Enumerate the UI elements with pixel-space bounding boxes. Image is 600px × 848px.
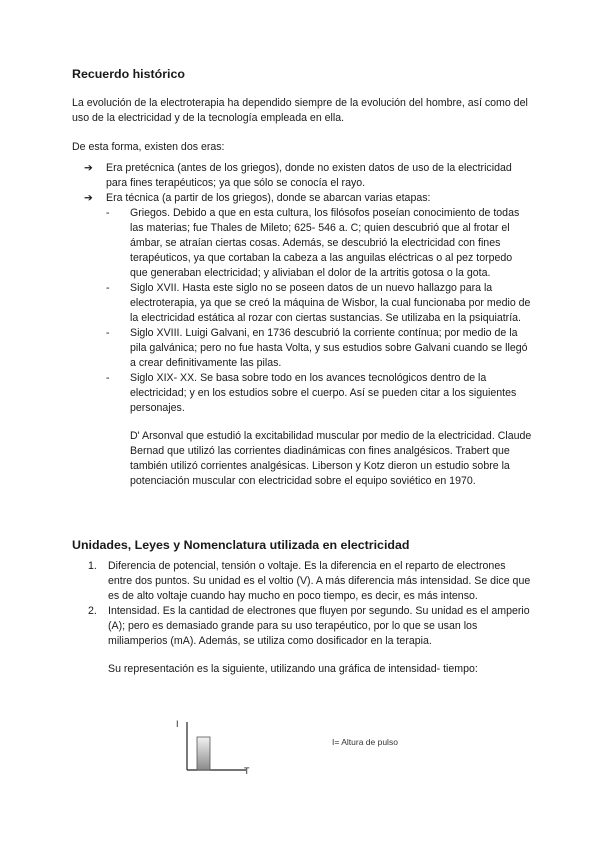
eras-intro: De esta forma, existen dos eras: (72, 141, 225, 153)
pulse-figure (168, 708, 438, 788)
dash-marker: - (106, 327, 110, 339)
stages-list (72, 206, 532, 416)
list-item: - Siglo XIX- XX. Se basa sobre todo en los avances tecnológicos dentro de la electricidad; y en los estudios sobre el cuerpo. Así se pueden citar a los siguientes personajes. (106, 372, 517, 414)
personajes-paragraph: D' Arsonval que estudió la excitabilidad muscular por medio de la electricidad. Claude Bernad que utilizó las corrientes diadinámicas con fines analgésicos. Trabert que también utilizó corrientes analgésicas. Liberson y Kotz dieron un estudio sobre la potenciación muscular con electricidad sobre el equipo soviético en 1970. (130, 430, 532, 487)
arrow-icon: ➔ (84, 162, 93, 174)
list-item: ➔ Era pretécnica (antes de los griegos), donde no existen datos de uso de la electricidad para fines terapéuticos; ya que sólo se conocía el rayo. (84, 162, 512, 189)
section-title-historico: Recuerdo histórico (72, 67, 185, 81)
x-axis-label: T (244, 766, 250, 776)
y-axis-label: I (176, 719, 179, 729)
section-title-unidades: Unidades, Leyes y Nomenclatura utilizada en electricidad (72, 538, 410, 552)
list-item: - Siglo XVIII. Luigi Galvani, en 1736 descubrió la corriente contínua; por medio de la pila galvánica; pero no fue hasta Volta, y sus estudios sobre Galvani cuando se llegó a crear definitivamente las pilas. (106, 327, 528, 369)
document-page (72, 66, 532, 677)
arrow-icon: ➔ (84, 192, 93, 204)
dash-marker: - (106, 207, 110, 219)
pulse-graph (168, 708, 438, 788)
list-item: 1. Diferencia de potencial, tensión o voltaje. Es la diferencia en el reparto de electrones entre dos puntos. Su unidad es el voltio (V). A más diferencia más intensidad. Se dice que es de alto voltaje cuando hay mucho en poco tiempo, es decir, es más intenso. (88, 560, 531, 602)
dash-marker: - (106, 372, 110, 384)
list-item: - Griegos. Debido a que en esta cultura, los filósofos poseían conocimiento de todas las materias; fue Thales de Mileto; 625- 546 a. C; quien descubrió que al frotar el ámbar, se atraían ciertas cosas. Además, se descubrió la electricidad con fines terapéuticos, ya que cortaban la cabeza a las anguilas eléctricas o al pez torpedo que generaban electricidad; y aliviaban el dolor de la artritis gotosa o la gota. (106, 207, 520, 279)
figure-caption: I= Altura de pulso (332, 737, 398, 747)
list-item: - Siglo XVII. Hasta este siglo no se poseen datos de un nuevo hallazgo para la electroterapia, ya que se creó la máquina de Wisbor, la cual funcionaba por medio de la electricidad estática al rozar con ciertas sustancias. Se utilizaba en la psiquiatría. (106, 282, 531, 324)
list-item: 2. Intensidad. Es la cantidad de electrones que fluyen por segundo. Su unidad es el amperio (A); pero es demasiado grande para su uso terapéutico, por lo que se usan los miliamperios (mA). Además, se utiliza como dosificador en la terapia. (88, 605, 530, 647)
intro-paragraph: La evolución de la electroterapia ha dependido siempre de la evolución del hombre, así como del uso de la electricidad y de la tecnología empleada en ella. (72, 97, 528, 124)
dash-marker: - (106, 282, 110, 294)
pulse-bar (197, 737, 210, 770)
units-list (72, 559, 532, 649)
eras-list (72, 161, 532, 206)
list-item: ➔ Era técnica (a partir de los griegos), donde se abarcan varias etapas: (84, 192, 431, 204)
representation-paragraph: Su representación es la siguiente, utilizando una gráfica de intensidad- tiempo: (108, 663, 478, 675)
